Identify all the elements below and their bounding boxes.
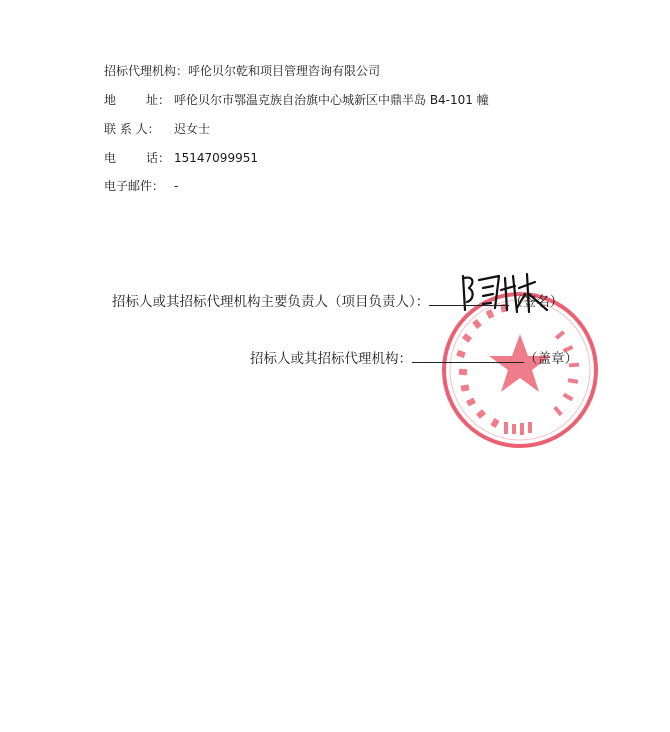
agency-sign-suffix: （盖章）	[524, 351, 578, 367]
contact-value: 迟女士	[174, 122, 211, 136]
phone-label-b: 话：	[146, 151, 171, 165]
responsible-sign-row	[112, 291, 563, 311]
agency-row	[104, 63, 380, 79]
phone-label-a: 电	[104, 151, 117, 165]
address-row	[104, 92, 489, 108]
agency-label: 招标代理机构：	[104, 64, 189, 78]
agency-sign-row	[250, 348, 578, 368]
phone-row	[104, 150, 258, 166]
address-value: 呼伦贝尔市鄂温克族自治旗中心城新区中鼎半岛 B4-101 幢	[174, 93, 489, 107]
agency-sign-label: 招标人或其招标代理机构：	[250, 351, 412, 367]
contact-row	[104, 121, 210, 137]
email-row	[104, 178, 178, 194]
email-value: -	[174, 179, 179, 193]
address-label-b: 址：	[146, 93, 171, 107]
address-label-a: 地	[104, 93, 117, 107]
responsible-label: 招标人或其招标代理机构主要负责人（项目负责人）：	[112, 294, 430, 310]
phone-value: 15147099951	[174, 151, 258, 165]
contact-label: 联 系 人：	[104, 122, 160, 136]
agency-value: 呼伦贝尔乾和项目管理咨询有限公司	[188, 64, 381, 78]
signature-line	[429, 291, 509, 306]
email-label: 电子邮件：	[104, 179, 165, 193]
responsible-suffix: （签名）	[509, 294, 564, 310]
seal-line	[412, 348, 524, 363]
